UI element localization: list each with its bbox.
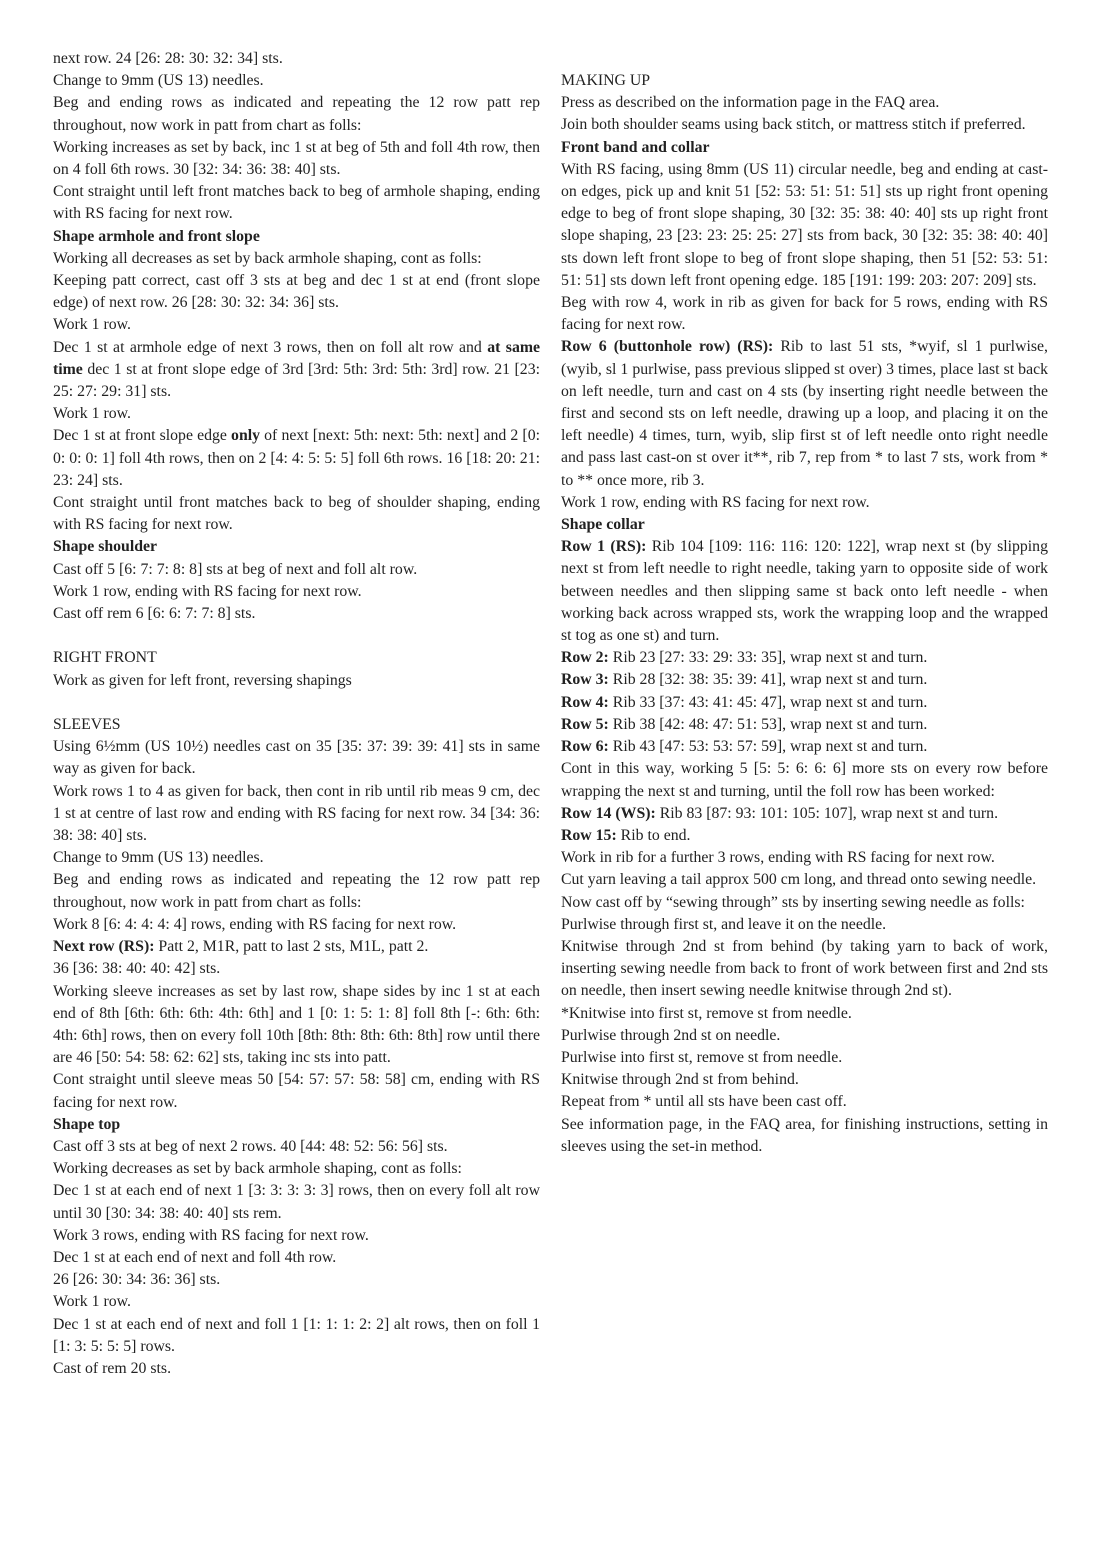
text-run: Work 1 row. — [53, 405, 131, 423]
instruction-paragraph — [53, 1225, 540, 1247]
instruction-paragraph — [561, 692, 1048, 714]
text-run: Rib 43 [47: 53: 53: 57: 59], wrap next st and turn. — [608, 738, 928, 756]
text-run: Dec 1 st at armhole edge of next 3 rows, then on foll alt row and — [53, 338, 488, 356]
text-run: Patt 2, M1R, patt to last 2 sts, M1L, patt 2. — [154, 938, 429, 956]
text-run: Knitwise through 2nd st from behind (by taking yarn to back of work, inserting sewing needle from back to front of work between first and 2nd sts on needle, then insert sewing needle knitwise through 2nd st). — [561, 937, 1048, 1000]
text-run: Beg and ending rows as indicated and repeating the 12 row patt rep throughout, now work in patt from chart as folls: — [53, 871, 540, 911]
instruction-paragraph — [53, 314, 540, 336]
text-run: Repeat from * until all sts have been cast off. — [561, 1093, 847, 1111]
text-run: Cont straight until front matches back to beg of shoulder shaping, ending with RS facing for next row. — [53, 494, 540, 534]
instruction-paragraph — [561, 669, 1048, 691]
text-run: Cast of rem 20 sts. — [53, 1359, 172, 1377]
instruction-paragraph — [561, 1025, 1048, 1047]
text-run: Beg and ending rows as indicated and repeating the 12 row patt rep throughout, now work in patt from chart as folls: — [53, 94, 540, 134]
instruction-paragraph — [53, 581, 540, 603]
bold-term: Row 14 (WS): — [561, 804, 656, 822]
text-run: Work as given for left front, reversing shapings — [53, 671, 352, 689]
instruction-paragraph — [53, 270, 540, 314]
instruction-paragraph — [561, 714, 1048, 736]
instruction-paragraph — [53, 736, 540, 780]
text-run: Beg with row 4, work in rib as given for back for 5 rows, ending with RS facing for next row. — [561, 294, 1048, 334]
text-run: Work rows 1 to 4 as given for back, then cont in rib until rib meas 9 cm, dec 1 st at centre of last row and ending with RS facing for next row. 34 [34: 36: 38: 38: 40] sts. — [53, 782, 540, 845]
instruction-paragraph — [561, 1114, 1048, 1158]
text-run: Shape shoulder — [53, 538, 158, 556]
text-run: Working decreases as set by back armhole shaping, cont as folls: — [53, 1160, 462, 1178]
instruction-paragraph — [53, 1136, 540, 1158]
text-run: Rib to last 51 sts, *wyif, sl 1 purlwise, (wyib, sl 1 purlwise, pass previous slipped st over) 3 times, place last st back on left needle, turn and cast on 4 sts (by inserting right needle between the first and second sts on left needle, drawing up a loop, and placing it on the left needle) 4 times, turn, wyib, slip first st of left needle onto right needle and pass last cast-on st over it**, rib 7, rep from * to last 7 sts, work from * to ** once more, rib 3. — [561, 338, 1048, 489]
part-title — [53, 647, 540, 669]
instruction-paragraph — [561, 914, 1048, 936]
text-run: Now cast off by “sewing through” sts by inserting sewing needle as folls: — [561, 893, 1025, 911]
instruction-paragraph — [53, 936, 540, 958]
text-run: *Knitwise into first st, remove st from needle. — [561, 1004, 852, 1022]
section-heading — [53, 1114, 540, 1136]
spacer — [53, 625, 540, 647]
bold-term: Row 15: — [561, 826, 617, 844]
text-run: Shape top — [53, 1115, 121, 1133]
text-run: Purlwise through first st, and leave it on the needle. — [561, 915, 887, 933]
text-run: SLEEVES — [53, 716, 121, 734]
instruction-paragraph — [53, 914, 540, 936]
bold-term: Row 1 (RS): — [561, 538, 647, 556]
text-run: Shape armhole and front slope — [53, 227, 260, 245]
bold-term: Row 6 (buttonhole row) (RS): — [561, 338, 774, 356]
bold-term: Row 2: — [561, 649, 609, 667]
text-run: Purlwise into first st, remove st from needle. — [561, 1048, 843, 1066]
instruction-paragraph — [53, 425, 540, 492]
text-run: Dec 1 st at each end of next 1 [3: 3: 3: 3: 3] rows, then on every foll alt row until 30 [30: 34: 38: 40: 40] sts rem. — [53, 1182, 540, 1222]
bold-term: Row 6: — [561, 738, 609, 756]
instruction-paragraph — [53, 981, 540, 1070]
text-run: Work in rib for a further 3 rows, ending with RS facing for next row. — [561, 849, 995, 867]
text-run: Shape collar — [561, 516, 645, 534]
text-run: With RS facing, using 8mm (US 11) circular needle, beg and ending at cast-on edges, pick up and knit 51 [52: 53: 51: 51: 51] sts up right front opening edge to beg of front slope shaping, 30 [32: 35: 38: 40: 40] sts up right front slope shaping, 23 [23: 23: 25: 25: 27] sts from back, 30 [32: 35: 38: 40: 40] sts down left front slope to beg of front slope shaping, then 51 [52: 53: 51: 51: 51] sts down left front opening edge. 185 [191: 199: 203: 207: 209] sts. — [561, 160, 1048, 289]
instruction-paragraph — [561, 1091, 1048, 1113]
text-run: Change to 9mm (US 13) needles. — [53, 72, 264, 90]
instruction-paragraph — [53, 492, 540, 536]
instruction-paragraph — [561, 825, 1048, 847]
instruction-paragraph — [53, 869, 540, 913]
text-run: Rib 23 [27: 33: 29: 33: 35], wrap next st and turn. — [608, 649, 928, 667]
text-run: Work 1 row, ending with RS facing for next row. — [561, 493, 870, 511]
text-run: Rib 33 [37: 43: 41: 45: 47], wrap next st and turn. — [608, 693, 928, 711]
text-run: Knitwise through 2nd st from behind. — [561, 1071, 799, 1089]
instruction-paragraph — [53, 670, 540, 692]
part-title — [561, 70, 1048, 92]
instruction-paragraph — [561, 892, 1048, 914]
instruction-paragraph — [53, 403, 540, 425]
instruction-paragraph — [53, 958, 540, 980]
text-run: Working sleeve increases as set by last row, shape sides by inc 1 st at each end of 8th [6th: 6th: 6th: 4th: 6th] and 1 [0: 1: 5: 1: 8] foll 8th [-: 6th: 6th: 4th: 6th] rows, then on every foll 10th [8th: 8th: 8th: 6th: 8th] row until there are 46 [50: 54: 58: 62: 62] sts, taking inc sts into patt. — [53, 982, 540, 1067]
text-run: next row. 24 [26: 28: 30: 32: 34] sts. — [53, 50, 283, 67]
instruction-paragraph — [561, 1069, 1048, 1091]
instruction-paragraph — [561, 292, 1048, 336]
instruction-paragraph — [561, 336, 1048, 491]
text-run: Work 1 row. — [53, 1293, 131, 1311]
instruction-paragraph — [561, 1003, 1048, 1025]
text-run: Work 1 row. — [53, 316, 131, 334]
instruction-paragraph — [53, 337, 540, 404]
section-heading — [53, 226, 540, 248]
instruction-paragraph — [53, 1269, 540, 1291]
instruction-paragraph — [53, 1247, 540, 1269]
right-column — [561, 70, 1048, 1158]
text-run: Join both shoulder seams using back stitch, or mattress stitch if preferred. — [561, 116, 1026, 134]
instruction-paragraph — [561, 847, 1048, 869]
instruction-paragraph — [53, 137, 540, 181]
instruction-paragraph — [53, 603, 540, 625]
instruction-paragraph — [53, 70, 540, 92]
text-run: Using 6½mm (US 10½) needles cast on 35 [35: 37: 39: 39: 41] sts in same way as given for back. — [53, 738, 540, 778]
text-run: RIGHT FRONT — [53, 649, 157, 667]
text-run: Cast off 3 sts at beg of next 2 rows. 40 [44: 48: 52: 56: 56] sts. — [53, 1137, 448, 1155]
text-run: Work 1 row, ending with RS facing for next row. — [53, 582, 362, 600]
instruction-paragraph — [561, 936, 1048, 1003]
instruction-paragraph — [53, 1358, 540, 1380]
text-run: Work 8 [6: 4: 4: 4: 4] rows, ending with RS facing for next row. — [53, 915, 457, 933]
text-run: Rib to end. — [616, 826, 691, 844]
text-run: Cont straight until left front matches back to beg of armhole shaping, ending with RS facing for next row. — [53, 183, 540, 223]
text-run: Keeping patt correct, cast off 3 sts at beg and dec 1 st at end (front slope edge) of next row. 26 [28: 30: 32: 34: 36] sts. — [53, 272, 540, 312]
text-run: Working increases as set by back, inc 1 st at beg of 5th and foll 4th row, then on 4 foll 6th rows. 30 [32: 34: 36: 38: 40] sts. — [53, 138, 540, 179]
text-run: Press as described on the information page in the FAQ area. — [561, 94, 940, 112]
instruction-paragraph — [53, 48, 540, 70]
text-run: Cont straight until sleeve meas 50 [54: 57: 57: 58: 58] cm, ending with RS facing for next row. — [53, 1071, 540, 1111]
instruction-paragraph — [561, 92, 1048, 114]
text-run: Cast off 5 [6: 7: 7: 8: 8] sts at beg of next and foll alt row. — [53, 560, 418, 578]
text-run: of next [next: 5th: next: 5th: next] and 2 [0: 0: 0: 0: 1] foll 4th rows, then on 2 [4: 4: 5: 5: 5] foll 6th rows. 16 [18: 20: 21: 23: 24] sts. — [53, 427, 540, 489]
section-heading — [561, 514, 1048, 536]
text-run: Dec 1 st at front slope edge — [53, 427, 232, 445]
instruction-paragraph — [53, 847, 540, 869]
text-run: Cut yarn leaving a tail approx 500 cm long, and thread onto sewing needle. — [561, 871, 1037, 889]
instruction-paragraph — [561, 647, 1048, 669]
bold-term: Row 5: — [561, 715, 609, 733]
text-run: Change to 9mm (US 13) needles. — [53, 849, 264, 867]
instruction-paragraph — [561, 1047, 1048, 1069]
text-run: dec 1 st at front slope edge of 3rd [3rd: 5th: 3rd: 5th: 3rd] row. 21 [23: 25: 27: 29: 31] sts. — [53, 360, 540, 401]
bold-term: Row 3: — [561, 671, 609, 689]
instruction-paragraph — [561, 536, 1048, 647]
section-heading — [561, 137, 1048, 159]
text-run: Dec 1 st at each end of next and foll 1 [1: 1: 1: 2: 2] alt rows, then on foll 1 [1: 3: 5: 5: 5] rows. — [53, 1315, 540, 1355]
bold-term: only — [231, 427, 261, 445]
bold-term: at same time — [53, 338, 541, 378]
text-run: See information page, in the FAQ area, for finishing instructions, setting in sleeves using the set-in method. — [561, 1115, 1048, 1155]
instruction-paragraph — [53, 781, 540, 848]
text-run: Front band and collar — [561, 138, 710, 156]
instruction-paragraph — [561, 114, 1048, 136]
text-run: 36 [36: 38: 40: 40: 42] sts. — [53, 960, 221, 978]
instruction-paragraph — [561, 758, 1048, 802]
instruction-paragraph — [561, 736, 1048, 758]
text-run: 26 [26: 30: 34: 36: 36] sts. — [53, 1271, 221, 1289]
text-run: MAKING UP — [561, 72, 651, 89]
text-run: Working all decreases as set by back armhole shaping, cont as folls: — [53, 249, 482, 267]
bold-term: Row 4: — [561, 693, 609, 711]
text-run: Dec 1 st at each end of next and foll 4th row. — [53, 1248, 337, 1266]
text-run: Rib 28 [32: 38: 35: 39: 41], wrap next st and turn. — [608, 671, 928, 689]
instruction-paragraph — [561, 803, 1048, 825]
part-title — [53, 714, 540, 736]
text-run: Purlwise through 2nd st on needle. — [561, 1026, 781, 1044]
instruction-paragraph — [53, 181, 540, 225]
instruction-paragraph — [53, 559, 540, 581]
instruction-paragraph — [561, 159, 1048, 292]
instruction-paragraph — [53, 1158, 540, 1180]
instruction-paragraph — [53, 1180, 540, 1224]
instruction-paragraph — [53, 1069, 540, 1113]
instruction-paragraph — [53, 248, 540, 270]
bold-term: Next row (RS): — [53, 938, 155, 956]
instruction-paragraph — [53, 1291, 540, 1313]
instruction-paragraph — [561, 492, 1048, 514]
text-run: Rib 104 [109: 116: 116: 120: 122], wrap next st (by slipping next st from left needle to right needle, taking yarn to opposite side of work between needles and then slipping same st back onto left needle - when working back across wrapped sts, work the wrapping loop and the wrapped st tog as one st) and turn. — [561, 538, 1048, 645]
text-run: Rib 83 [87: 93: 101: 105: 107], wrap next st and turn. — [655, 804, 999, 822]
instruction-paragraph — [53, 92, 540, 136]
left-column — [53, 48, 540, 1380]
text-run: Work 3 rows, ending with RS facing for next row. — [53, 1226, 369, 1244]
section-heading — [53, 536, 540, 558]
spacer — [53, 692, 540, 714]
instruction-paragraph — [53, 1314, 540, 1358]
text-run: Cont in this way, working 5 [5: 5: 6: 6: 6] more sts on every row before wrapping the next st and turning, until the foll row has been worked: — [561, 760, 1048, 800]
instruction-paragraph — [561, 869, 1048, 891]
text-run: Cast off rem 6 [6: 6: 7: 7: 8] sts. — [53, 605, 256, 623]
text-run: Rib 38 [42: 48: 47: 51: 53], wrap next st and turn. — [608, 715, 928, 733]
